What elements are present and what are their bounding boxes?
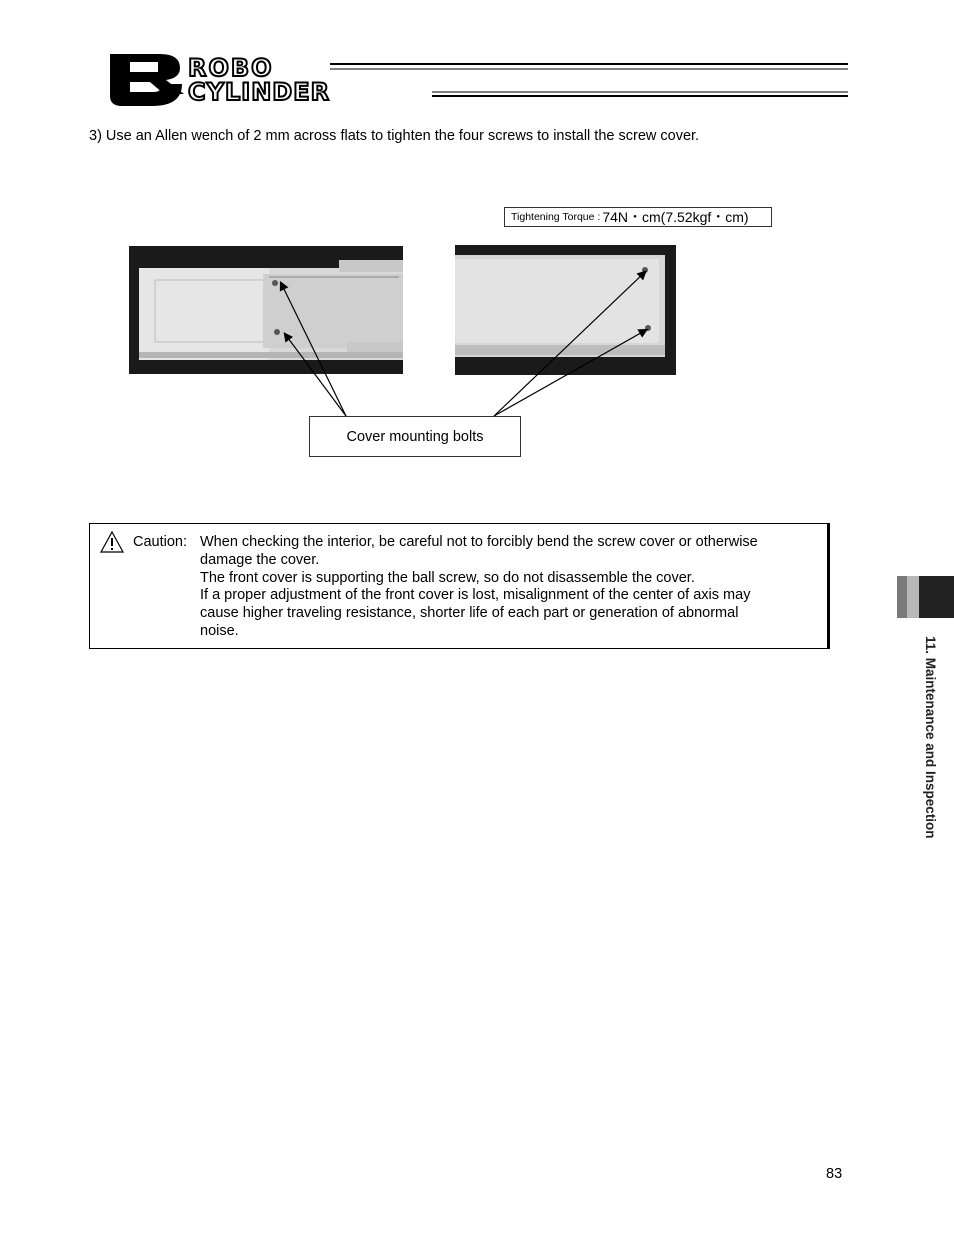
chapter-tab-stripe [907,576,919,618]
caution-label: Caution: [133,534,188,550]
logo-word-cylinder: CYLINDER [188,78,331,106]
step-instruction: 3) Use an Allen wench of 2 mm across flats to tighten the four screws to install the screw cover. [89,128,700,144]
caution-line: When checking the interior, be careful not to forcibly bend the screw cover or otherwise [200,534,758,550]
chapter-tab-block [919,576,954,618]
caution-line: The front cover is supporting the ball screw, so do not disassemble the cover. [200,569,695,586]
caution-line: damage the cover. [200,551,320,568]
torque-label: Tightening Torque : [511,211,601,223]
caution-line: noise. [200,622,239,639]
caution-line: If a proper adjustment of the front cover is lost, misalignment of the center of axis may [200,587,751,604]
chapter-label [920,636,940,876]
page-number: 83 [826,1166,843,1182]
tightening-torque-box [504,207,772,227]
chapter-label-text: 11. Maintenance and Inspection [923,636,938,839]
caution-text [200,534,820,641]
logo-word-robo: ROBO [188,54,274,82]
caution-line: cause higher traveling resistance, shorter life of each part or generation of abnormal [200,605,739,622]
actuator-photo-right [455,245,676,375]
warning-icon [99,530,125,554]
header-rules [328,60,852,100]
actuator-photo-left [129,246,403,374]
cover-bolts-callout: Cover mounting bolts [309,416,521,457]
torque-value: 74N・cm(7.52kgf・cm) [602,209,749,225]
